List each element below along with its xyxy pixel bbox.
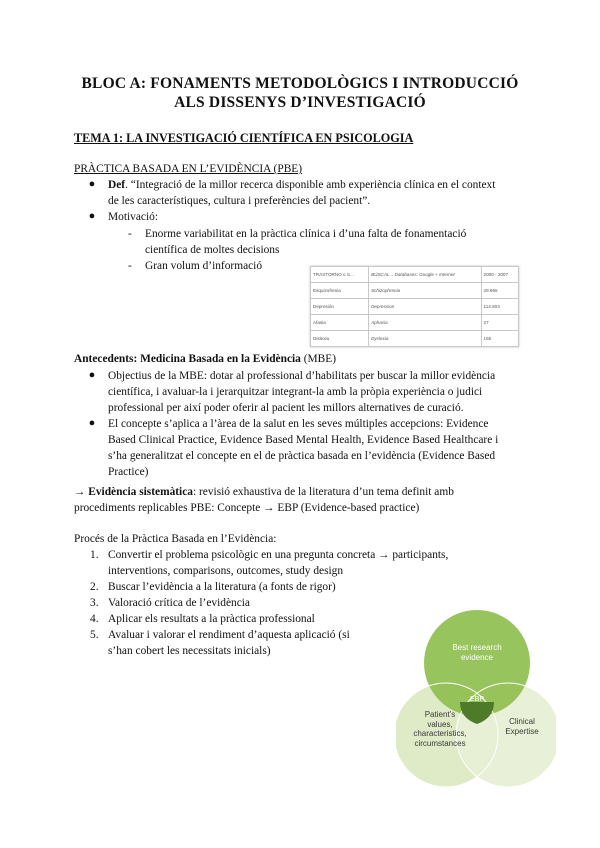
proces-item-1-line-1: Convertir el problema psicològic en una pregunta concreta → participants, <box>108 549 449 561</box>
venn-right-line-1: Clinical <box>509 717 535 726</box>
pbe-sub-2: Gran volum d’informació <box>145 260 263 272</box>
title-line-1: BLOC A: FONAMENTS METODOLÒGICS I INTRODUCCIÓ <box>81 75 519 92</box>
mbe-b2-line-3: s’ha generalitzat el concepte en el de pràctica basada en l’evidència (Evidence Based <box>108 450 496 462</box>
table-row <box>311 267 519 283</box>
venn-right-line-2: Expertise <box>505 726 539 736</box>
table-cell: 29.965 <box>481 283 518 299</box>
bullet-dot: ● <box>88 369 96 381</box>
mbe-b1-line-1: Objectius de la MBE: dotar al professional d’habilitats per buscar la millor evidència <box>108 370 496 382</box>
pbe-sub-1-line-1: Enorme variabilitat en la pràctica clínica i d’una falta de fonamentació <box>145 228 467 240</box>
list-number: 3. <box>90 597 99 609</box>
def-label: Def <box>108 179 126 191</box>
list-number: 4. <box>90 613 99 625</box>
pbe-heading: PRÀCTICA BASADA EN L’EVIDÈNCIA (PBE) <box>74 163 303 175</box>
bullet-dot: ● <box>88 417 96 429</box>
proces-item-1-line-2: interventions, comparisons, outcomes, study design <box>108 565 344 577</box>
venn-label-top <box>446 643 508 662</box>
table-cell: Aphasia <box>369 315 481 331</box>
mbe-heading-bold: Antecedents: Medicina Basada en la Evidència <box>74 353 301 365</box>
proces-item-5-line-1: Avaluar i valorar el rendiment d’aquesta aplicació (si <box>108 629 350 641</box>
mbe-b2-line-1: El concepte s’aplica a l’àrea de la salut en les seves múltiples accepcions: Evidence <box>108 418 489 430</box>
pbe-def-line-2: de les característiques, cultura i preferències del pacient”. <box>108 195 371 207</box>
pbe-sub-1-line-2: científica de moltes decisions <box>145 244 280 256</box>
pbe-motivacio: Motivació: <box>108 211 158 223</box>
venn-left-line-1: Patient’s <box>424 710 456 719</box>
venn-label-right <box>496 717 548 736</box>
mbe-b1-line-3: professional per així poder oferir al pacient les millors alternatives de curació. <box>108 402 464 414</box>
evidencia-bold: Evidència sistemàtica <box>88 486 193 498</box>
evidencia-rest: : revisió exhaustiva de la literatura d’un tema definit amb <box>192 486 454 498</box>
list-number: 2. <box>90 581 99 593</box>
mbe-heading-rest: (MBE) <box>300 353 336 365</box>
table-cell: 27 <box>481 315 518 331</box>
table-row <box>311 299 519 315</box>
venn-left-line-4: circumstances <box>414 738 466 748</box>
venn-top-line-2: evidence <box>460 652 494 662</box>
dash-marker: - <box>128 260 132 272</box>
venn-label-center: EBP <box>469 696 484 703</box>
search-results-table <box>310 266 519 347</box>
table-cell: TRASTORNO o S... <box>311 267 369 283</box>
ebp-venn-diagram <box>396 600 556 820</box>
list-number: 5. <box>90 629 99 641</box>
table-cell: Schizophrenia <box>369 283 481 299</box>
table-row <box>311 315 519 331</box>
venn-label-left <box>402 710 478 748</box>
document-title <box>40 74 560 112</box>
venn-top-line-1: Best research <box>452 643 502 652</box>
table-cell: Depresión <box>311 299 369 315</box>
mbe-b2-line-4: Practice) <box>108 466 149 478</box>
proces-heading: Procés de la Pràctica Basada en l’Evidència: <box>74 533 277 545</box>
def-text: . “Integració de la millor recerca disponible amb experiència clínica en el context <box>125 179 496 191</box>
table-row <box>311 331 519 347</box>
table-cell: 165 <box>481 331 518 347</box>
table-cell: BÚSCAL... Databases: Google + Internet <box>369 267 481 283</box>
proces-item-2: Buscar l’evidència a la literatura (a fonts de rigor) <box>108 581 336 593</box>
dash-marker: - <box>128 228 132 240</box>
arrow-glyph: → <box>74 486 86 498</box>
proces-item-3: Valoració crítica de l’evidència <box>108 597 250 609</box>
tema-heading: TEMA 1: LA INVESTIGACIÓ CIENTÍFICA EN PSICOLOGIA <box>74 131 414 145</box>
list-number: 1. <box>90 549 99 561</box>
table-cell: Afasia <box>311 315 369 331</box>
table-cell: Dislexia <box>311 331 369 347</box>
pbe-def-line-1 <box>108 178 495 193</box>
table-cell: Esquizofrenia <box>311 283 369 299</box>
table-row <box>311 283 519 299</box>
evidencia-line-1 <box>74 485 454 500</box>
table-cell: 114.803 <box>481 299 518 315</box>
mbe-b2-line-2: Based Clinical Practice, Evidence Based Mental Health, Evidence Based Healthcare i <box>108 434 499 446</box>
evidencia-line-2: procediments replicables PBE: Concepte → EBP (Evidence-based practice) <box>74 502 420 514</box>
proces-item-5-line-2: s’han cobert les necessitats inicials) <box>108 645 271 657</box>
venn-left-line-2: values, <box>427 719 453 729</box>
table-cell: Depression <box>369 299 481 315</box>
venn-left-line-3: characteristics, <box>413 729 467 738</box>
bullet-dot: ● <box>88 210 96 222</box>
mbe-b1-line-2: científica, i avaluar-la i jerarquitzar integrant-la amb la pròpia experiència o judici <box>108 386 483 398</box>
bullet-dot: ● <box>88 178 96 190</box>
table-cell: 2000 - 2007 <box>481 267 518 283</box>
title-line-2: ALS DISSENYS D’INVESTIGACIÓ <box>174 94 426 111</box>
proces-item-4: Aplicar els resultats a la pràctica professional <box>108 613 315 625</box>
table-cell: Dyslexia <box>369 331 481 347</box>
mbe-heading <box>74 352 336 367</box>
